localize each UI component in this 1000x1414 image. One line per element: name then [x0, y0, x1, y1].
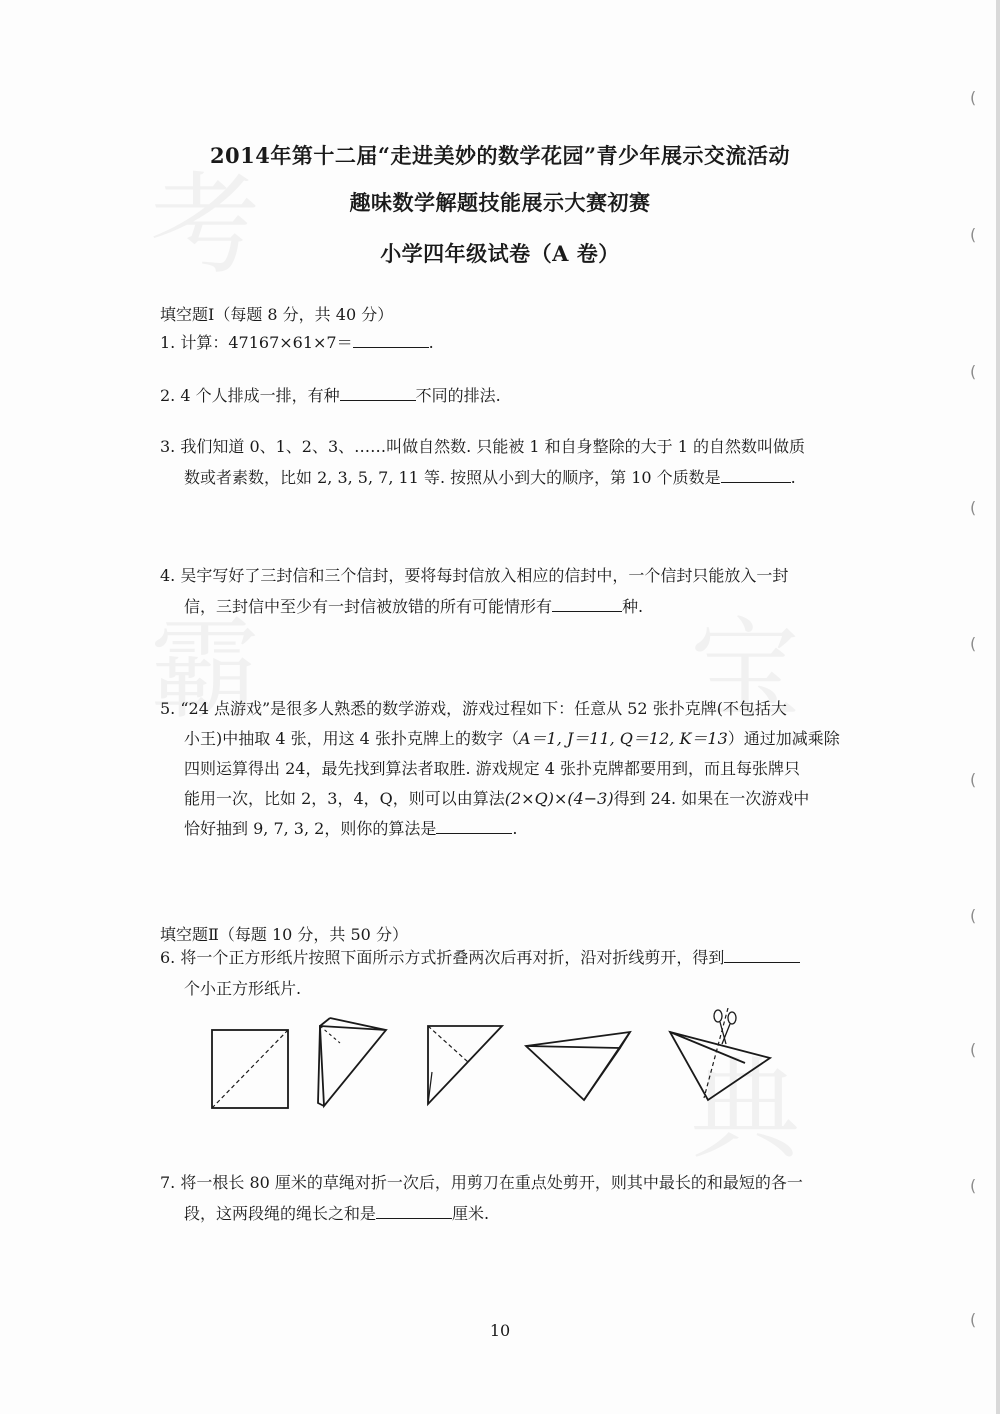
answer-blank[interactable]	[724, 944, 800, 963]
binding-hole-mark: (	[970, 770, 977, 789]
question-2	[160, 380, 850, 411]
question-text-line: 恰好抽到 9, 7, 3, 2，则你的算法是 .	[160, 814, 850, 844]
exam-paper-label: 小学四年级试卷（A 卷）	[380, 241, 620, 266]
fold-step-wide-triangle	[526, 1032, 630, 1100]
question-text: 5. “24 点游戏”是很多人熟悉的数学游戏，游戏过程如下：任意从 52 张扑克牌(不包括大	[160, 699, 787, 718]
exam-title: 2014年第十二届“走进美妙的数学花园”青少年展示交流活动	[209, 143, 791, 168]
question-text: 4. 吴宇写好了三封信和三个信封，要将每封信放入相应的信封中，一个信封只能放入一封	[160, 566, 789, 585]
answer-blank[interactable]	[721, 464, 791, 483]
question-3	[160, 431, 850, 493]
question-text-line: 个小正方形纸片.	[184, 979, 302, 998]
binding-hole-mark: (	[970, 362, 977, 381]
example-formula: (2×Q)×(4−3)	[504, 789, 614, 808]
binding-hole-mark: (	[970, 88, 977, 107]
question-text-line: 能用一次，比如 2，3，4，Q，则可以由算法(2×Q)×(4−3)得到 24. 如果在一次游戏中	[184, 789, 810, 808]
card-value-formula: A＝1, J＝11, Q＝12, K＝13	[518, 729, 728, 748]
section-heading: 填空题Ⅱ（每题 10 分，共 50 分）	[160, 925, 408, 944]
question-6	[160, 942, 850, 1004]
question-7	[160, 1167, 850, 1229]
question-text: 3. 我们知道 0、1、2、3、……叫做自然数. 只能被 1 和自身整除的大于 1 的自然数叫做质	[160, 437, 806, 456]
fold-step-triangle-flap	[318, 1018, 386, 1106]
fold-step-square	[212, 1030, 288, 1108]
answer-blank[interactable]	[340, 382, 416, 401]
binding-hole-mark: (	[970, 498, 977, 517]
binding-hole-mark: (	[970, 634, 977, 653]
question-end: 不同的排法.	[415, 386, 501, 405]
question-text-line: 信，三封信中至少有一封信被放错的所有可能情形有 种.	[160, 591, 850, 622]
answer-blank[interactable]	[353, 329, 429, 348]
binding-hole-mark: (	[970, 1176, 977, 1195]
answer-blank[interactable]	[552, 593, 622, 612]
binding-hole-mark: (	[970, 906, 977, 925]
question-text: 1. 计算：47167×61×7＝	[160, 333, 353, 352]
scissors-icon	[714, 1010, 736, 1044]
page-number: 10	[489, 1321, 511, 1340]
watermark-char: 考	[150, 161, 260, 289]
question-text-line: 数或者素数，比如 2, 3, 5, 7, 11 等. 按照从小到大的顺序，第 10 个质数是 .	[160, 462, 850, 493]
answer-blank[interactable]	[376, 1200, 452, 1219]
question-end: .	[428, 333, 434, 352]
section-heading: 填空题Ⅰ（每题 8 分，共 40 分）	[160, 305, 394, 324]
watermark-char: 典	[690, 1046, 800, 1174]
question-text-line: 小王)中抽取 4 张，用这 4 张扑克牌上的数字（A＝1, J＝11, Q＝12, K＝13）通过加减乘除	[184, 729, 840, 748]
watermark-char: 霸	[150, 606, 260, 734]
binding-hole-mark: (	[970, 1310, 977, 1329]
question-text-line: 段，这两段绳的绳长之和是 厘米.	[160, 1198, 850, 1229]
question-text-line: 四则运算得出 24，最先找到算法者取胜. 游戏规定 4 张扑克牌都要用到，而且每张牌只	[184, 759, 800, 778]
exam-subtitle: 趣味数学解题技能展示大赛初赛	[349, 190, 651, 215]
watermark-char: 宝	[690, 606, 800, 734]
question-text: 2. 4 个人排成一排，有种	[160, 386, 340, 405]
question-4	[160, 560, 850, 622]
question-5	[160, 694, 850, 844]
answer-blank[interactable]	[436, 815, 512, 834]
question-text: 6. 将一个正方形纸片按照下面所示方式折叠两次后再对折，沿对折线剪开，得到	[160, 948, 725, 967]
fold-step-triangle	[428, 1026, 502, 1104]
binding-hole-mark: (	[970, 225, 977, 244]
question-text: 7. 将一根长 80 厘米的草绳对折一次后，用剪刀在重点处剪开，则其中最长的和最短的各一	[160, 1173, 803, 1192]
binding-hole-mark: (	[970, 1040, 977, 1059]
folding-diagram	[200, 1008, 790, 1118]
question-1	[160, 327, 850, 358]
